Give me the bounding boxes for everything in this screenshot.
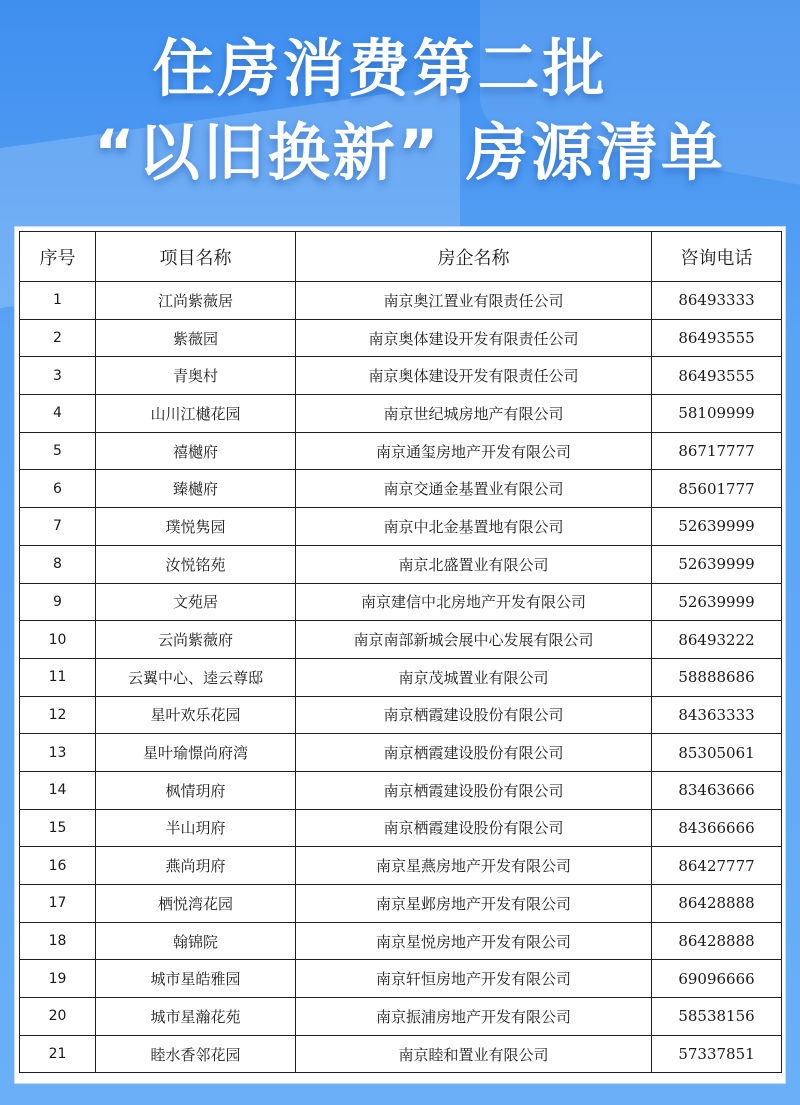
cell-developer-name: 南京世纪城房地产有限公司 — [296, 395, 652, 433]
cell-project-name: 禧樾府 — [96, 432, 296, 470]
cell-phone: 86427777 — [652, 847, 782, 885]
cell-developer-name: 南京睦和置业有限公司 — [296, 1035, 652, 1073]
table-row — [20, 508, 782, 546]
cell-phone: 58109999 — [652, 395, 782, 433]
cell-developer-name: 南京星悦房地产开发有限公司 — [296, 922, 652, 960]
table-row — [20, 922, 782, 960]
cell-project-name: 睦水香邻花园 — [96, 1035, 296, 1073]
table-row — [20, 771, 782, 809]
table-header-row — [20, 232, 782, 282]
cell-phone: 85601777 — [652, 470, 782, 508]
cell-project-name: 燕尚玥府 — [96, 847, 296, 885]
cell-project-name: 云尚紫薇府 — [96, 621, 296, 659]
table-row — [20, 545, 782, 583]
cell-project-name: 半山玥府 — [96, 809, 296, 847]
listing-table-card — [14, 226, 786, 1084]
cell-phone: 86493555 — [652, 357, 782, 395]
cell-developer-name: 南京振浦房地产开发有限公司 — [296, 998, 652, 1036]
cell-project-name: 翰锦院 — [96, 922, 296, 960]
cell-phone: 52639999 — [652, 545, 782, 583]
cell-developer-name: 南京南部新城会展中心发展有限公司 — [296, 621, 652, 659]
table-row — [20, 583, 782, 621]
table-row — [20, 809, 782, 847]
header-phone: 咨询电话 — [652, 232, 782, 282]
cell-index: 18 — [20, 922, 96, 960]
cell-developer-name: 南京奥体建设开发有限责任公司 — [296, 319, 652, 357]
cell-phone: 57337851 — [652, 1035, 782, 1073]
table-row — [20, 432, 782, 470]
cell-developer-name: 南京星邺房地产开发有限公司 — [296, 885, 652, 923]
cell-phone: 58538156 — [652, 998, 782, 1036]
cell-index: 14 — [20, 771, 96, 809]
table-row — [20, 357, 782, 395]
cell-index: 13 — [20, 734, 96, 772]
cell-project-name: 文苑居 — [96, 583, 296, 621]
cell-phone: 86493333 — [652, 282, 782, 320]
header-project-name: 项目名称 — [96, 232, 296, 282]
cell-project-name: 璞悦隽园 — [96, 508, 296, 546]
cell-phone: 58888686 — [652, 658, 782, 696]
table-row — [20, 470, 782, 508]
cell-developer-name: 南京北盛置业有限公司 — [296, 545, 652, 583]
cell-index: 8 — [20, 545, 96, 583]
poster-title — [0, 32, 800, 189]
cell-phone: 86493222 — [652, 621, 782, 659]
cell-project-name: 城市星瀚花苑 — [96, 998, 296, 1036]
cell-project-name: 江尚紫薇居 — [96, 282, 296, 320]
cell-phone: 84363333 — [652, 696, 782, 734]
table-row — [20, 998, 782, 1036]
cell-project-name: 星叶瑜憬尚府湾 — [96, 734, 296, 772]
cell-developer-name: 南京建信中北房地产开发有限公司 — [296, 583, 652, 621]
cell-phone: 86428888 — [652, 922, 782, 960]
cell-phone: 52639999 — [652, 583, 782, 621]
cell-project-name: 栖悦湾花园 — [96, 885, 296, 923]
table-row — [20, 621, 782, 659]
cell-developer-name: 南京茂城置业有限公司 — [296, 658, 652, 696]
table-row — [20, 696, 782, 734]
cell-phone: 86493555 — [652, 319, 782, 357]
table-row — [20, 960, 782, 998]
cell-project-name: 星叶欢乐花园 — [96, 696, 296, 734]
cell-developer-name: 南京中北金基置地有限公司 — [296, 508, 652, 546]
title-line-1: 住房消费第二批 — [152, 32, 608, 105]
header-developer-name: 房企名称 — [296, 232, 652, 282]
cell-index: 11 — [20, 658, 96, 696]
cell-project-name: 枫情玥府 — [96, 771, 296, 809]
cell-developer-name: 南京栖霞建设股份有限公司 — [296, 696, 652, 734]
table-row — [20, 885, 782, 923]
cell-index: 17 — [20, 885, 96, 923]
cell-phone: 86428888 — [652, 885, 782, 923]
table-row — [20, 658, 782, 696]
cell-developer-name: 南京栖霞建设股份有限公司 — [296, 809, 652, 847]
cell-index: 21 — [20, 1035, 96, 1073]
cell-index: 6 — [20, 470, 96, 508]
header-index: 序号 — [20, 232, 96, 282]
cell-developer-name: 南京栖霞建设股份有限公司 — [296, 771, 652, 809]
title-line-2: “以旧换新” 房源清单 — [93, 116, 727, 189]
table-row — [20, 319, 782, 357]
cell-index: 3 — [20, 357, 96, 395]
cell-phone: 84366666 — [652, 809, 782, 847]
cell-index: 10 — [20, 621, 96, 659]
cell-index: 1 — [20, 282, 96, 320]
cell-developer-name: 南京交通金基置业有限公司 — [296, 470, 652, 508]
cell-project-name: 臻樾府 — [96, 470, 296, 508]
cell-developer-name: 南京通玺房地产开发有限公司 — [296, 432, 652, 470]
cell-project-name: 云翼中心、逵云尊邸 — [96, 658, 296, 696]
cell-developer-name: 南京奥体建设开发有限责任公司 — [296, 357, 652, 395]
table-row — [20, 1035, 782, 1073]
cell-phone: 52639999 — [652, 508, 782, 546]
cell-index: 16 — [20, 847, 96, 885]
cell-phone: 69096666 — [652, 960, 782, 998]
table-row — [20, 734, 782, 772]
cell-index: 9 — [20, 583, 96, 621]
cell-project-name: 汝悦铭苑 — [96, 545, 296, 583]
cell-index: 4 — [20, 395, 96, 433]
table-row — [20, 395, 782, 433]
cell-phone: 85305061 — [652, 734, 782, 772]
cell-developer-name: 南京轩恒房地产开发有限公司 — [296, 960, 652, 998]
cell-index: 2 — [20, 319, 96, 357]
table-row — [20, 282, 782, 320]
cell-developer-name: 南京奥江置业有限责任公司 — [296, 282, 652, 320]
cell-developer-name: 南京栖霞建设股份有限公司 — [296, 734, 652, 772]
cell-index: 5 — [20, 432, 96, 470]
cell-project-name: 青奥村 — [96, 357, 296, 395]
cell-index: 15 — [20, 809, 96, 847]
cell-index: 19 — [20, 960, 96, 998]
cell-project-name: 城市星皓雅园 — [96, 960, 296, 998]
cell-phone: 83463666 — [652, 771, 782, 809]
cell-index: 12 — [20, 696, 96, 734]
cell-project-name: 紫薇园 — [96, 319, 296, 357]
cell-index: 20 — [20, 998, 96, 1036]
cell-developer-name: 南京星燕房地产开发有限公司 — [296, 847, 652, 885]
cell-phone: 86717777 — [652, 432, 782, 470]
listing-table — [19, 231, 782, 1073]
table-row — [20, 847, 782, 885]
cell-project-name: 山川江樾花园 — [96, 395, 296, 433]
cell-index: 7 — [20, 508, 96, 546]
